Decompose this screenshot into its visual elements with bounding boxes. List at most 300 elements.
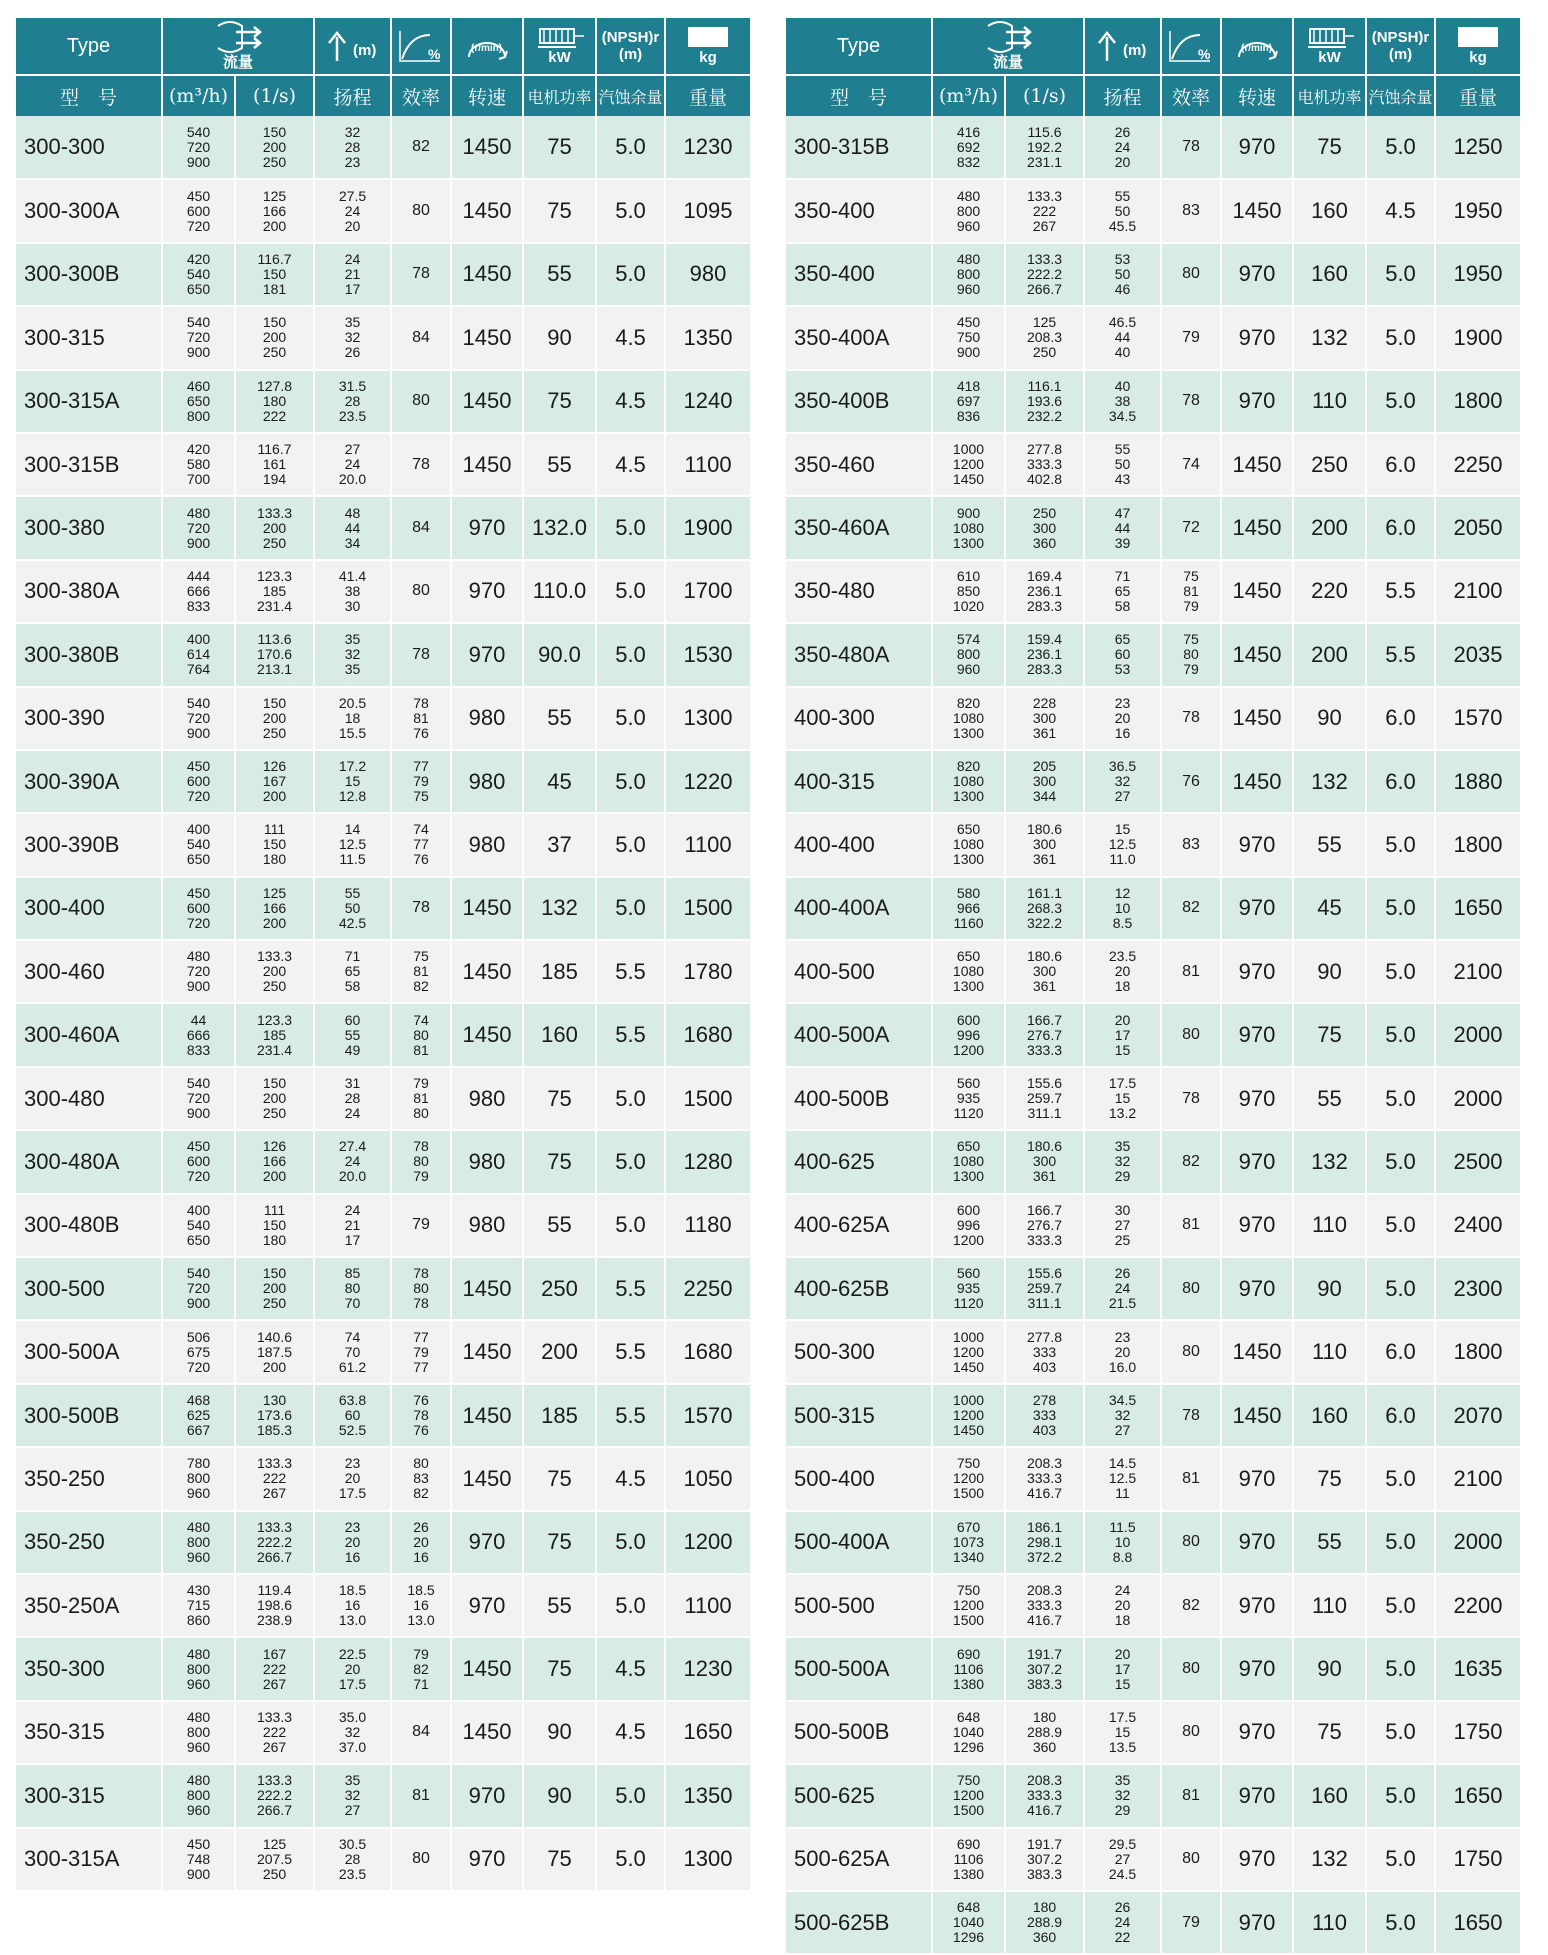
- flow-ls-cell-value: 232.2: [1026, 407, 1063, 424]
- model-cell: 500-500: [786, 1574, 932, 1637]
- flow-m3h-cell-value: 625: [186, 1407, 211, 1423]
- power-cell: 75: [523, 1511, 596, 1574]
- efficiency-header: [1161, 18, 1221, 75]
- flow-ls-cell-value: 222.2: [1026, 265, 1063, 282]
- head-cell: [314, 1320, 391, 1383]
- speed-cn-header: 转速: [1221, 75, 1293, 116]
- efficiency-cell-value: 81: [412, 1786, 430, 1804]
- power-cell: 250: [523, 1257, 596, 1320]
- flow-ls-cell-value: 150: [262, 265, 287, 282]
- npsh-cell: 6.0: [1366, 687, 1435, 750]
- head-cell: [314, 1574, 391, 1637]
- efficiency-cell-value: 76: [1182, 772, 1200, 790]
- weight-cell: 1350: [665, 306, 750, 369]
- flow-m3h-cell-value: 614: [186, 646, 211, 663]
- head-cell-value: 15: [1114, 1723, 1131, 1740]
- weight-cell: 980: [665, 243, 750, 306]
- power-cell: 45: [523, 750, 596, 813]
- power-cell: 132: [1293, 1130, 1366, 1193]
- flow-ls-cell-value: 161: [262, 456, 287, 473]
- efficiency-cell-value: 80: [1182, 1343, 1200, 1361]
- efficiency-cell: [391, 306, 451, 369]
- flow-m3h-cell-value: 1296: [952, 1929, 985, 1946]
- efficiency-cell-value: 79: [1183, 597, 1199, 614]
- efficiency-cell: [391, 940, 451, 1003]
- flow-m3h-cell: [162, 1003, 235, 1066]
- power-cell: 132: [1293, 306, 1366, 369]
- speed-cell: 980: [451, 1067, 523, 1130]
- head-cell-value: 12.5: [1108, 1470, 1137, 1487]
- speed-cell: 970: [1221, 1447, 1293, 1510]
- power-cell: 75: [523, 116, 596, 179]
- power-cell: 110: [1293, 1891, 1366, 1954]
- table-row: [786, 1701, 1520, 1764]
- flow-m3h-cell-value: 1200: [952, 1787, 985, 1804]
- model-cell: 300-315A: [16, 370, 162, 433]
- flow-m3h-cell-value: 697: [956, 392, 981, 409]
- table-row: [786, 1384, 1520, 1447]
- head-cell-value: 50: [1114, 265, 1131, 282]
- efficiency-cell-value: 78: [412, 455, 430, 473]
- power-cell: 185: [523, 940, 596, 1003]
- head-cell-value: 55: [344, 1026, 361, 1043]
- flow-ls-cell-value: 403: [1032, 1358, 1057, 1375]
- head-cell-value: 17.5: [338, 1675, 367, 1692]
- efficiency-cell-value: 81: [413, 1090, 429, 1107]
- efficiency-cell-value: 78: [413, 1295, 429, 1312]
- speed-cell: 970: [1221, 940, 1293, 1003]
- npsh-cell: 5.0: [596, 1130, 665, 1193]
- table-row: [16, 116, 750, 179]
- flow-ls-cell-value: 333.3: [1026, 1470, 1063, 1487]
- flow-ls-cell-value: 311.1: [1027, 1295, 1062, 1312]
- flow-ls-cell-value: 170.6: [256, 646, 293, 663]
- flow-ls-cell: [235, 433, 314, 496]
- svg-text:%: %: [428, 46, 441, 62]
- efficiency-cell-value: 16: [413, 1597, 429, 1614]
- head-cell-value: 74: [344, 1328, 361, 1345]
- model-cn-header: 型 号: [786, 75, 932, 116]
- head-cell: [1084, 1194, 1161, 1257]
- head-cell-value: 35: [344, 661, 361, 678]
- weight-cell: 1300: [665, 687, 750, 750]
- flow-m3h-cell-value: 960: [956, 280, 981, 297]
- flow-m3h-cell-value: 44: [190, 1011, 207, 1028]
- header-row-icons: [16, 18, 750, 75]
- efficiency-cell: [391, 1257, 451, 1320]
- weight-cell: 1200: [665, 1511, 750, 1574]
- model-cell: 500-625B: [786, 1891, 932, 1954]
- head-cell: [1084, 1067, 1161, 1130]
- head-cell: [1084, 370, 1161, 433]
- flow-m3h-cell-value: 1200: [952, 1343, 985, 1360]
- head-cell-value: 17: [1114, 1660, 1131, 1677]
- flow-m3h-cell-value: 1080: [952, 773, 985, 790]
- head-cell-value: 16: [344, 1597, 361, 1614]
- model-cell: 300-390: [16, 687, 162, 750]
- head-cell-value: 27.4: [338, 1138, 367, 1155]
- head-cell: [1084, 687, 1161, 750]
- head-cell-value: 37.0: [338, 1738, 367, 1755]
- flow-m3h-cell: [162, 560, 235, 623]
- power-cell: 132: [523, 877, 596, 940]
- head-cell-value: 23: [344, 1518, 361, 1535]
- flow-ls-cell-value: 213.1: [256, 661, 293, 678]
- table-row: [786, 1067, 1520, 1130]
- flow-ls-cell-value: 416.7: [1026, 1612, 1063, 1629]
- flow-m3h-cell-value: 1040: [952, 1914, 985, 1931]
- head-cell-value: 24: [344, 250, 361, 267]
- flow-m3h-cell: [162, 877, 235, 940]
- head-cell-value: 53: [1114, 250, 1131, 267]
- head-cell-value: 45.5: [1108, 217, 1137, 234]
- efficiency-cell: [391, 496, 451, 559]
- head-cell: [314, 560, 391, 623]
- flow-ls-cell: [1005, 1701, 1084, 1764]
- flow-ls-cell-value: 267: [1032, 217, 1057, 234]
- efficiency-cell-value: 80: [1182, 1279, 1200, 1297]
- model-cell: 300-300A: [16, 179, 162, 242]
- npsh-cell: 5.5: [596, 1257, 665, 1320]
- flow-ls-cell-value: 383.3: [1026, 1865, 1063, 1882]
- table-row: [16, 1574, 750, 1637]
- head-header: [1084, 18, 1161, 75]
- speed-cell: 980: [451, 687, 523, 750]
- flow-m3h-cell: [932, 1257, 1005, 1320]
- flow-m3h-cell: [932, 1194, 1005, 1257]
- head-cell-value: 18: [1114, 1612, 1131, 1629]
- flow-ls-cell-value: 133.3: [256, 1772, 293, 1789]
- flow-m3h-cell: [932, 1130, 1005, 1193]
- weight-cell: 1635: [1435, 1637, 1520, 1700]
- model-cell: 350-250: [16, 1511, 162, 1574]
- head-cell: [314, 1067, 391, 1130]
- table-row: [786, 496, 1520, 559]
- flow-ls-cell-value: 250: [262, 344, 287, 361]
- flow-ls-cell-value: 333.3: [1026, 1597, 1063, 1614]
- power-cell: 55: [523, 433, 596, 496]
- efficiency-cell-value: 78: [1182, 1406, 1200, 1424]
- flow-ls-cell: [235, 1511, 314, 1574]
- speed-cell: 1450: [451, 243, 523, 306]
- table-row: [16, 179, 750, 242]
- npsh-cell: 5.0: [1366, 243, 1435, 306]
- speed-cell: 1450: [451, 940, 523, 1003]
- flow-m3h-cell-value: 650: [186, 851, 211, 868]
- flow-m3h-cell-value: 480: [956, 187, 981, 204]
- flow-m3h-cell-value: 833: [186, 1041, 211, 1058]
- speed-cell: 1450: [1221, 179, 1293, 242]
- flow-m3h-cell-value: 400: [186, 821, 211, 838]
- efficiency-cell-value: 81: [413, 709, 429, 726]
- npsh-cn-header: 汽蚀余量: [596, 75, 665, 116]
- flow-m3h-cell-value: 450: [186, 1138, 211, 1155]
- weight-cell: 1650: [1435, 1764, 1520, 1827]
- head-cell-value: 25: [1114, 1231, 1131, 1248]
- svg-text:(r/min): (r/min): [1241, 43, 1273, 54]
- weight-cell: 1500: [665, 1067, 750, 1130]
- flow-ls-cell-value: 266.7: [256, 1802, 293, 1819]
- model-cell: 350-300: [16, 1637, 162, 1700]
- flow-m3h-cell-value: 833: [186, 597, 211, 614]
- efficiency-cell-value: 81: [1182, 962, 1200, 980]
- flow-ls-cell-value: 222: [262, 1470, 287, 1487]
- head-cell: [314, 940, 391, 1003]
- speed-cell: 970: [1221, 243, 1293, 306]
- speed-header: [451, 18, 523, 75]
- speed-cell: 1450: [1221, 623, 1293, 686]
- head-cell-value: 28: [344, 1850, 361, 1867]
- flow-m3h-cell-value: 1380: [952, 1865, 985, 1882]
- model-cell: 300-315: [16, 1764, 162, 1827]
- model-cell: 400-625A: [786, 1194, 932, 1257]
- flow-ls-cell-value: 119.4: [257, 1582, 292, 1599]
- flow-m3h-cell-value: 1073: [952, 1533, 985, 1550]
- head-cell: [1084, 813, 1161, 876]
- model-cell: 400-500A: [786, 1003, 932, 1066]
- npsh-cell: 5.0: [1366, 1701, 1435, 1764]
- speed-cell: 1450: [1221, 560, 1293, 623]
- model-cell: 500-625: [786, 1764, 932, 1827]
- weight-cell: 2035: [1435, 623, 1520, 686]
- npsh-header: (NPSH)r (m): [1366, 18, 1435, 75]
- head-cell-value: 32: [344, 1723, 361, 1740]
- head-cell: [1084, 116, 1161, 179]
- flow-m3h-cell-value: 610: [956, 567, 981, 584]
- head-cell-value: 23.5: [338, 407, 367, 424]
- flow-ls-cell: [235, 623, 314, 686]
- efficiency-cell-value: 75: [1183, 631, 1199, 648]
- flow-ls-cell: [235, 370, 314, 433]
- efficiency-cell-value: 80: [412, 202, 430, 220]
- flow-m3h-cell-value: 450: [186, 884, 211, 901]
- power-cell: 55: [1293, 813, 1366, 876]
- model-cn-header: 型 号: [16, 75, 162, 116]
- power-cell: 75: [523, 179, 596, 242]
- weight-cell: 2050: [1435, 496, 1520, 559]
- npsh-cell: 5.0: [1366, 116, 1435, 179]
- table-row: [786, 1257, 1520, 1320]
- efficiency-cell: [1161, 1194, 1221, 1257]
- efficiency-cell: [391, 560, 451, 623]
- flow-m3h-cell-value: 720: [186, 1090, 211, 1107]
- head-cell-value: 20.5: [338, 694, 367, 711]
- flow-m3h-cell-value: 720: [186, 709, 211, 726]
- weight-cell: 1230: [665, 1637, 750, 1700]
- speed-cell: 970: [1221, 813, 1293, 876]
- type-header: Type: [786, 18, 932, 75]
- speed-cell: 1450: [451, 370, 523, 433]
- flow-ls-cell-value: 150: [262, 1265, 287, 1282]
- head-cell-value: 23: [344, 153, 361, 170]
- flow-ls-cell-value: 111: [263, 821, 286, 838]
- flow-m3h-cell-value: 748: [186, 1850, 211, 1867]
- head-cell-value: 70: [344, 1295, 361, 1312]
- npsh-cell: 5.0: [1366, 1828, 1435, 1891]
- model-cell: 300-315: [16, 306, 162, 369]
- power-cell: 75: [523, 1447, 596, 1510]
- flow-ls-cell-value: 250: [1032, 344, 1057, 361]
- head-cell-value: 26: [1114, 123, 1131, 140]
- head-cell-value: 48: [344, 504, 361, 521]
- flow-m3h-cell: [162, 1701, 235, 1764]
- flow-ls-cell: [1005, 1320, 1084, 1383]
- speed-cell: 970: [1221, 1003, 1293, 1066]
- npsh-cell: 5.5: [1366, 623, 1435, 686]
- flow-m3h-cell-value: 1300: [952, 788, 985, 805]
- flow-ls-cell-value: 166: [262, 1153, 287, 1170]
- power-cell: 110: [1293, 370, 1366, 433]
- head-cell-value: 29.5: [1108, 1835, 1137, 1852]
- flow-m3h-cell-value: 800: [186, 1470, 211, 1487]
- flow-m3h-cell: [162, 1637, 235, 1700]
- head-cell-value: 36.5: [1108, 758, 1137, 775]
- table-row: [16, 306, 750, 369]
- efficiency-cell-value: 81: [1183, 582, 1199, 599]
- head-cell-value: 22: [1114, 1929, 1131, 1946]
- model-cell: 300-500B: [16, 1384, 162, 1447]
- flow-ls-cell-value: 125: [262, 187, 287, 204]
- weight-cell: 1350: [665, 1764, 750, 1827]
- weight-header: kg: [665, 18, 750, 75]
- model-cell: 350-460: [786, 433, 932, 496]
- flow-ls-cell-value: 194: [262, 471, 287, 488]
- flow-ls-cell: [1005, 1130, 1084, 1193]
- speed-cell: 970: [1221, 1257, 1293, 1320]
- flow-m3h-cell-value: 1080: [952, 1153, 985, 1170]
- efficiency-cell: [391, 1511, 451, 1574]
- model-cell: 400-500B: [786, 1067, 932, 1130]
- flow-ls-cell: [235, 1194, 314, 1257]
- flow-ls-cell-value: 116.7: [257, 441, 292, 458]
- head-cell-value: 20: [1114, 1011, 1131, 1028]
- head-cell: [314, 243, 391, 306]
- head-cell-value: 12.5: [338, 836, 367, 853]
- head-cell-value: 44: [1114, 519, 1131, 536]
- flow-ls-cell: [1005, 687, 1084, 750]
- head-cell: [1084, 1384, 1161, 1447]
- npsh-cell: 4.5: [596, 370, 665, 433]
- flow-m3h-cell-value: 666: [186, 582, 211, 599]
- head-cell-value: 20: [1114, 963, 1131, 980]
- npsh-cell: 5.0: [1366, 1067, 1435, 1130]
- table-row: [786, 1891, 1520, 1954]
- efficiency-cell: [1161, 1701, 1221, 1764]
- flow-ls-cell-value: 167: [262, 773, 287, 790]
- weight-cell: 1220: [665, 750, 750, 813]
- flow-ls-cell: [235, 116, 314, 179]
- flow-m3h-cell: [932, 306, 1005, 369]
- efficiency-cell-value: 78: [412, 265, 430, 283]
- flow-ls-cell-value: 192.2: [1026, 138, 1063, 155]
- flow-ls-cell-value: 208.3: [1026, 1582, 1063, 1599]
- npsh-cell: 5.5: [596, 940, 665, 1003]
- flow-m3h-cell: [162, 813, 235, 876]
- head-cell-value: 11.5: [1109, 1518, 1136, 1535]
- flow-m3h-cell: [932, 1003, 1005, 1066]
- head-cell-value: 10: [1114, 899, 1131, 916]
- model-cell: 400-500: [786, 940, 932, 1003]
- flow-ls-cell-value: 361: [1032, 978, 1057, 995]
- head-cell-value: 24: [1114, 1582, 1131, 1599]
- flow-m3h-cell-value: 1380: [952, 1675, 985, 1692]
- efficiency-cell: [1161, 1067, 1221, 1130]
- flow-m3h-cell-value: 720: [186, 217, 211, 234]
- efficiency-cell-value: 76: [413, 1392, 429, 1408]
- efficiency-cell: [391, 813, 451, 876]
- flow-m3h-cell: [932, 1701, 1005, 1764]
- flow-ls-cell-value: 333.3: [1026, 1787, 1063, 1804]
- head-cell-value: 27: [1114, 1216, 1131, 1233]
- efficiency-cell-value: 82: [1182, 1152, 1200, 1170]
- flow-ls-cell-value: 266.7: [256, 1548, 293, 1565]
- power-cell: 132.0: [523, 496, 596, 559]
- flow-m3h-cell-value: 820: [956, 694, 981, 711]
- flow-m3h-cell-value: 480: [956, 250, 981, 267]
- head-cell-value: 40: [1114, 344, 1131, 361]
- efficiency-cell-value: 80: [413, 1026, 429, 1043]
- flow-m3h-cell-value: 1500: [952, 1802, 985, 1819]
- head-cell-value: 21: [344, 1216, 361, 1233]
- head-cell-value: 24: [1114, 1280, 1131, 1297]
- head-cell-value: 35: [1114, 1138, 1131, 1155]
- flow-ls-cell-value: 278: [1032, 1392, 1057, 1408]
- head-cell: [314, 750, 391, 813]
- head-cell-value: 26: [1114, 1265, 1131, 1282]
- flow-ls-cell-value: 155.6: [1026, 1265, 1063, 1282]
- model-cell: 500-500A: [786, 1637, 932, 1700]
- flow-m3h-cell-value: 600: [186, 1153, 211, 1170]
- flow-m3h-cell-value: 675: [186, 1343, 211, 1360]
- npsh-cell: 4.5: [596, 1447, 665, 1510]
- flow-ls-cell: [1005, 813, 1084, 876]
- flow-ls-cell: [235, 179, 314, 242]
- npsh-cell: 5.0: [1366, 1194, 1435, 1257]
- npsh-cell: 5.0: [596, 687, 665, 750]
- flow-ls-cell: [1005, 1828, 1084, 1891]
- flow-m3h-cell: [932, 1637, 1005, 1700]
- table-row: [786, 370, 1520, 433]
- efficiency-cell-value: 80: [1182, 1660, 1200, 1678]
- efficiency-cell-value: 80: [1182, 1026, 1200, 1044]
- efficiency-cell: [1161, 116, 1221, 179]
- efficiency-cell-value: 83: [413, 1470, 429, 1487]
- flow-m3h-header: (m³/h): [162, 75, 235, 116]
- efficiency-cell-value: 78: [413, 694, 429, 711]
- table-row: [16, 813, 750, 876]
- model-cell: 500-625A: [786, 1828, 932, 1891]
- head-cell-value: 17: [1114, 1026, 1131, 1043]
- flow-ls-cell: [235, 496, 314, 559]
- head-cell-value: 16: [1114, 724, 1131, 741]
- head-cell-value: 21.5: [1108, 1295, 1137, 1312]
- speed-cell: 970: [1221, 1194, 1293, 1257]
- model-cell: 300-500A: [16, 1320, 162, 1383]
- head-cell-value: 24: [1114, 138, 1131, 155]
- efficiency-cell: [1161, 1574, 1221, 1637]
- speed-cell: 980: [451, 813, 523, 876]
- flow-ls-cell-value: 311.1: [1027, 1105, 1062, 1122]
- speed-cell: 1450: [1221, 750, 1293, 813]
- speed-cell: 970: [1221, 1130, 1293, 1193]
- head-cell: [1084, 1130, 1161, 1193]
- power-cell: 132: [1293, 750, 1366, 813]
- flow-ls-cell: [235, 560, 314, 623]
- efficiency-cell-value: 76: [413, 1422, 429, 1438]
- npsh-cell: 5.0: [596, 1194, 665, 1257]
- power-cell: 90: [1293, 1257, 1366, 1320]
- speed-cell: 1450: [451, 1257, 523, 1320]
